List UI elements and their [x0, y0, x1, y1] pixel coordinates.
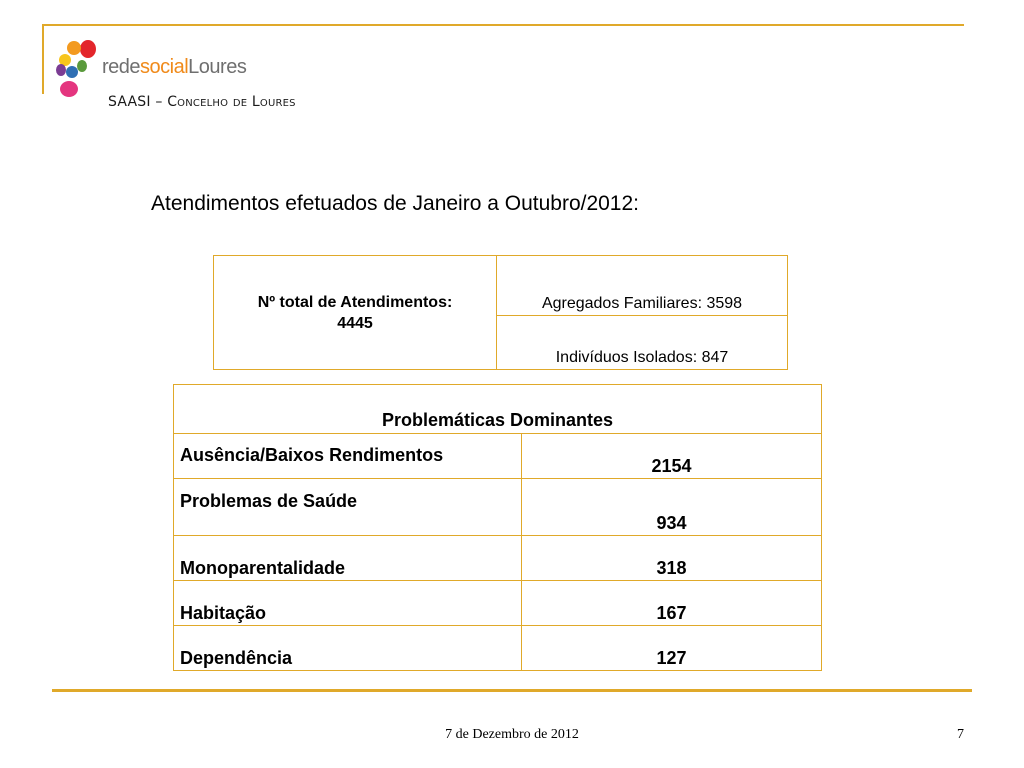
logo-petal-orange [67, 41, 81, 55]
problem-value: 2154 [522, 434, 822, 479]
logo-text-rede: rede [102, 56, 141, 78]
problem-category: Problemas de Saúde [174, 479, 522, 536]
header-subtitle: SAASI – Concelho de Loures [108, 94, 296, 110]
logo-petal-blue [66, 66, 78, 78]
table-row [174, 479, 822, 536]
logo-petal-red [80, 40, 96, 58]
top-frame-line [42, 24, 964, 26]
page-number: 7 [957, 727, 964, 742]
problem-category: Monoparentalidade [174, 536, 522, 581]
logo-text-social: social [140, 56, 189, 78]
problem-category: Dependência [174, 626, 522, 671]
problems-table [173, 384, 822, 671]
problem-value: 934 [522, 479, 822, 536]
table-row [174, 626, 822, 671]
family-households-cell: Agregados Familiares: 3598 [497, 256, 788, 316]
total-value: 4445 [337, 314, 373, 332]
logo-wordmark [102, 56, 246, 79]
problem-value: 318 [522, 536, 822, 581]
page-heading: Atendimentos efetuados de Janeiro a Outubro/2012: [151, 192, 640, 215]
footer-line [52, 689, 972, 692]
left-frame-line [42, 24, 44, 94]
problem-value: 167 [522, 581, 822, 626]
table-header-row [174, 385, 822, 434]
table-row [174, 536, 822, 581]
table-row [174, 434, 822, 479]
problem-value: 127 [522, 626, 822, 671]
total-label: Nº total de Atendimentos: [257, 293, 453, 311]
logo-petal-green [77, 60, 87, 72]
footer-date: 7 de Dezembro de 2012 [445, 727, 579, 742]
problem-category: Ausência/Baixos Rendimentos [174, 434, 522, 479]
total-attendances-cell [214, 256, 497, 370]
logo-petal-pink [60, 81, 78, 97]
problem-category: Habitação [174, 581, 522, 626]
table-row [174, 581, 822, 626]
table-row [214, 256, 788, 316]
logo-text-loures: Loures [188, 56, 247, 78]
logo-petal-purple [56, 64, 66, 76]
isolated-individuals-cell: Indivíduos Isolados: 847 [497, 316, 788, 370]
problems-table-header: Problemáticas Dominantes [174, 385, 822, 434]
summary-table [213, 255, 788, 370]
